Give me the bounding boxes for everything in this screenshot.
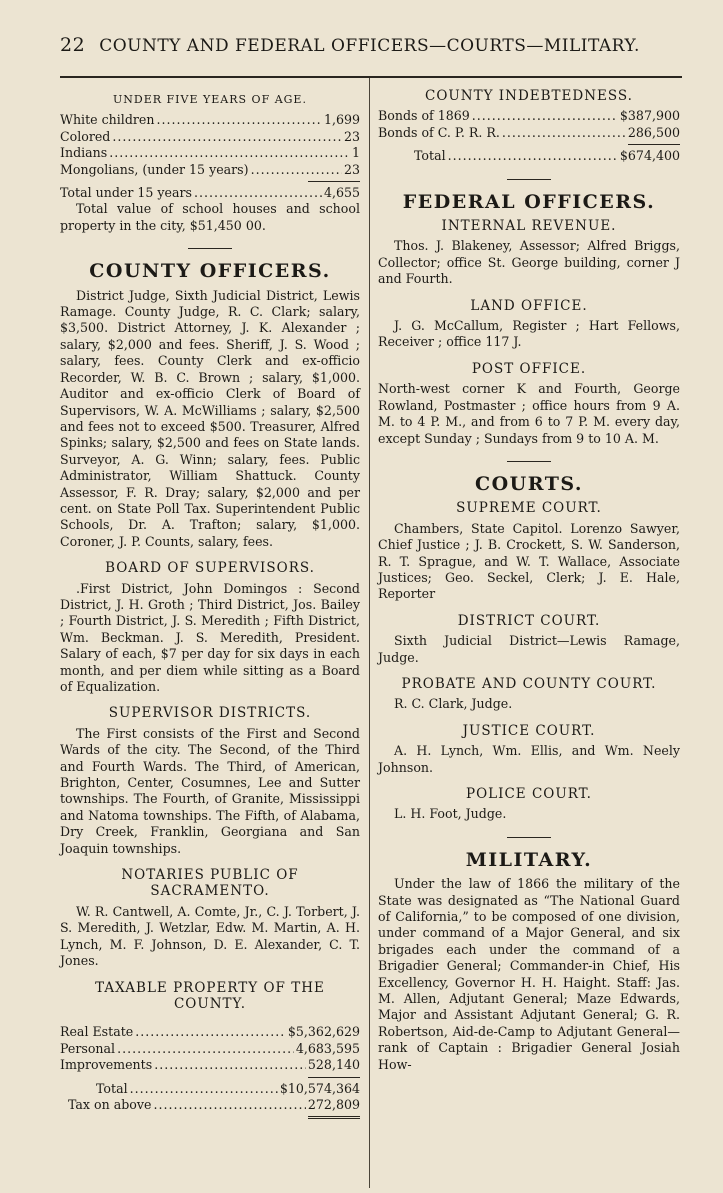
internal-revenue-text: Thos. J. Blakeney, Assessor; Alfred Briggs, Collector; office St. George building, corner J and Fourth. — [378, 238, 680, 287]
districts-heading: SUPERVISOR DISTRICTS. — [108, 705, 312, 722]
stat-row — [60, 162, 360, 178]
tax-label: Real Estate — [60, 1024, 134, 1040]
probate-court-heading: PROBATE AND COUNTY COURT. — [401, 675, 657, 692]
debt-label: Bonds of 1869 — [378, 108, 470, 124]
debt-row — [378, 125, 680, 141]
total-row — [60, 185, 360, 201]
running-title: COUNTY AND FEDERAL OFFICERS—COURTS—MILITARY. — [99, 36, 640, 56]
land-office-heading: LAND OFFICE. — [470, 297, 588, 314]
tax-total-row — [60, 1081, 360, 1097]
sum-rule — [308, 181, 360, 182]
board-text: .First District, John Domingos : Second District, J. H. Groth ; Third District, Jos. Bailey ; Fourth District, J. S. Meredith ; Fifth District, Wm. Beckman. J. S. Meredith, President. Salary of each, $7 per day for six days in each month, and per diem while sitting as a Board of Equalization. — [60, 580, 360, 694]
tax-row — [60, 1057, 360, 1073]
stat-label: White children — [60, 112, 155, 128]
under-five-heading: UNDER FIVE YEARS OF AGE. — [113, 93, 307, 106]
sum-rule — [628, 144, 680, 145]
sum-rule — [308, 1077, 360, 1078]
school-note: Total value of school houses and school property in the city, $51,450 00. — [60, 201, 360, 233]
stat-value: 1 — [351, 145, 360, 161]
tax-value: 528,140 — [307, 1057, 360, 1073]
tax-total-value: $10,574,364 — [279, 1080, 360, 1096]
land-office-text: J. G. McCallum, Register ; Hart Fellows, Receiver ; office 117 J. — [378, 318, 680, 350]
district-court-text: Sixth Judicial District—Lewis Ramage, Judge. — [378, 633, 680, 665]
stat-value: 1,699 — [323, 112, 360, 128]
district-court-heading: DISTRICT COURT. — [457, 612, 601, 629]
federal-officers-title: FEDERAL OFFICERS. — [402, 190, 656, 213]
tax-total-label: Total — [96, 1080, 128, 1096]
section-rule — [507, 179, 551, 180]
stat-row — [60, 112, 360, 128]
courts-title: COURTS. — [475, 472, 583, 495]
stat-value: 23 — [343, 128, 360, 144]
stat-label: Mongolians, (under 15 years) — [60, 161, 249, 177]
military-title: MILITARY. — [465, 848, 593, 871]
internal-revenue-heading: INTERNAL REVENUE. — [441, 218, 617, 235]
tax-on-above-row — [60, 1097, 360, 1113]
military-text: Under the law of 1866 the military of the State was designated as “The National Guard of California,” to be composed of one division, under command of a Major General, and six brigades each under the command of a Brigadier General; Commander-in Chief, His Excellency, Governor H. H. Haight. Staff: Jas. M. Allen, Adjutant General; Maze Edwards, Major and Assistant Adjutant General; G. R. Robertson, Aid-de-Camp to Adjutant General—rank of Captain : Brigadier General Josiah How- — [378, 876, 680, 1072]
running-header — [60, 34, 680, 56]
police-court-text: L. H. Foot, Judge. — [394, 806, 507, 822]
county-officers-title: COUNTY OFFICERS. — [89, 260, 331, 283]
tax-on-above-value: 272,809 — [307, 1096, 360, 1112]
post-office-heading: POST OFFICE. — [471, 360, 587, 377]
justice-court-heading: JUSTICE COURT. — [462, 722, 596, 739]
header-rule — [60, 76, 682, 78]
notaries-text: W. R. Cantwell, A. Comte, Jr., C. J. Torbert, J. S. Meredith, J. Wetzlar, Edw. M. Martin, A. H. Lynch, M. F. Johnson, D. E. Alexander, C. T. Jones. — [60, 903, 360, 969]
page-number: 22 — [60, 34, 86, 56]
taxable-heading: TAXABLE PROPERTY OF THE COUNTY. — [95, 979, 325, 1012]
stat-row — [60, 129, 360, 145]
probate-court-text: R. C. Clark, Judge. — [394, 696, 513, 712]
section-rule — [507, 837, 551, 838]
post-office-text: North-west corner K and Fourth, George Rowland, Postmaster ; office hours from 9 A. M. to 4 P. M., and from 6 to 7 P. M. every day, except Sunday ; Sundays from 9 to 10 A. M. — [378, 381, 680, 446]
stat-row — [60, 145, 360, 161]
police-court-heading: POLICE COURT. — [466, 786, 592, 802]
right-column — [378, 86, 680, 1073]
tax-value: 4,683,595 — [295, 1040, 360, 1056]
tax-label: Improvements — [60, 1057, 153, 1073]
debt-total-label: Total — [414, 148, 446, 164]
supreme-court-text: Chambers, State Capitol. Lorenzo Sawyer, Chief Justice ; J. B. Crockett, S. W. Sanderson, R. T. Sprague, and W. T. Wallace, Associate Justices; Geo. Seckel, Clerk; J. E. Hale, Reporter — [378, 520, 680, 602]
tax-on-above-label: Tax on above — [68, 1096, 152, 1112]
county-officers-text: District Judge, Sixth Judicial District, Lewis Ramage. County Judge, R. C. Clark; salary, $3,500. District Attorney, J. K. Alexander ; salary, $2,000 and fees. Sheriff, J. S. Wood ; salary, fees. County Clerk and ex-officio Recorder, W. B. C. Brown ; salary, $1,000. Auditor and ex-officio Clerk of Board of Supervisors, W. A. McWilliams ; salary, $2,500 and fees not to exceed $500. Treasurer, Alfred Spinks; salary, $2,500 and fees on State lands. Surveyor, A. G. Winn; salary, fees. Public Administrator, William Shattuck. County Assessor, F. R. Dray; salary, $2,000 and per cent. on State Poll Tax. Superintendent Public Schools, Dr. A. Trafton; salary, $1,000. Coroner, J. P. Counts, salary, fees. — [60, 287, 360, 549]
indebtedness-heading: COUNTY INDEBTEDNESS. — [425, 88, 633, 104]
debt-value: 286,500 — [627, 124, 680, 140]
column-divider — [369, 78, 370, 1188]
section-rule — [188, 248, 232, 249]
debt-row — [378, 108, 680, 124]
debt-total-value: $674,400 — [619, 148, 680, 164]
notaries-heading: NOTARIES PUBLIC OF SACRAMENTO. — [121, 867, 299, 900]
left-column — [60, 86, 360, 1119]
debt-value: $387,900 — [619, 108, 680, 124]
double-rule — [308, 1116, 360, 1119]
stat-value: 23 — [343, 161, 360, 177]
stat-label: Colored — [60, 128, 111, 144]
stat-label: Indians — [60, 145, 108, 161]
debt-total-row — [378, 148, 680, 164]
tax-row — [60, 1041, 360, 1057]
tax-label: Personal — [60, 1040, 116, 1056]
debt-label: Bonds of C. P. R. R. — [378, 124, 500, 140]
tax-value: $5,362,629 — [287, 1024, 360, 1040]
board-heading: BOARD OF SUPERVISORS. — [105, 560, 315, 577]
supreme-court-heading: SUPREME COURT. — [456, 500, 602, 517]
justice-court-text: A. H. Lynch, Wm. Ellis, and Wm. Neely Johnson. — [378, 743, 680, 775]
total-value: 4,655 — [323, 185, 360, 201]
districts-text: The First consists of the First and Second Wards of the city. The Second, of the Third and Fourth Wards. The Third, of American, Brighton, Center, Cosumnes, Lee and Sutter townships. The Fourth, of Granite, Mississippi and Natoma townships. The Fifth, of Alabama, Dry Creek, Franklin, Georgiana and San Joaquin townships. — [60, 725, 360, 856]
tax-row — [60, 1024, 360, 1040]
section-rule — [507, 461, 551, 462]
total-label: Total under 15 years — [60, 185, 192, 201]
